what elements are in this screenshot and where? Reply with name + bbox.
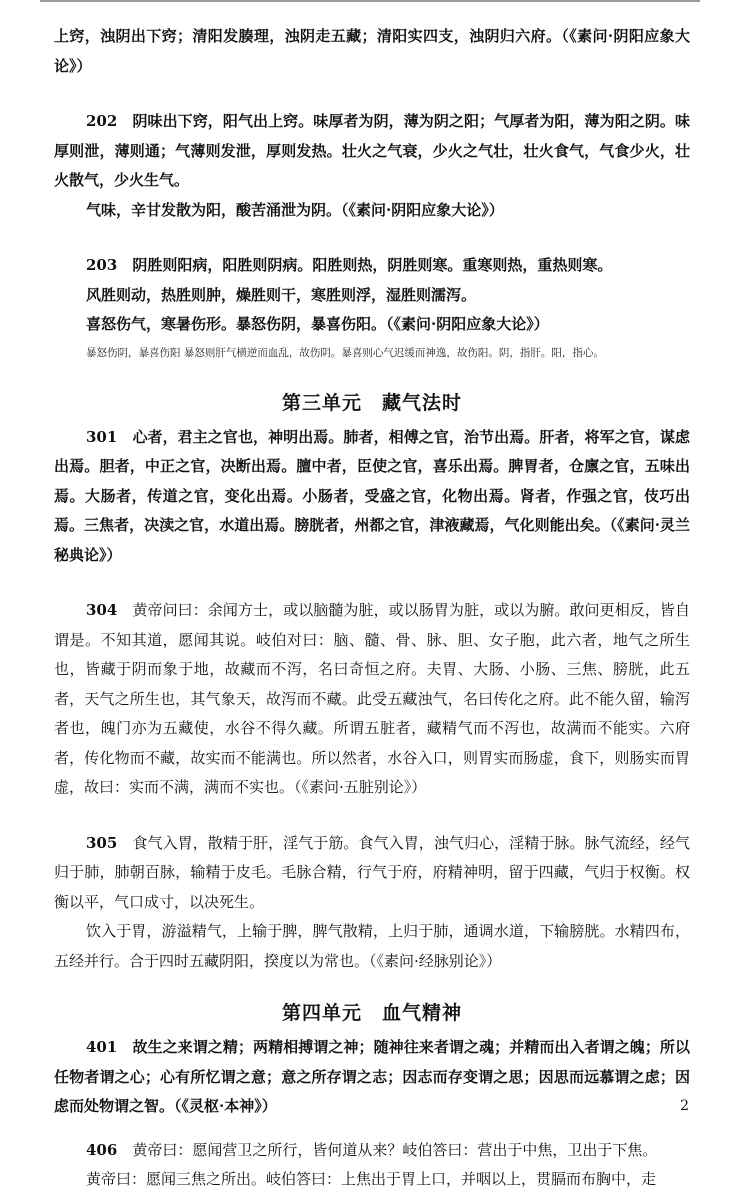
paragraph-number: 304 [86, 601, 118, 619]
paragraph-number: 401 [86, 1038, 118, 1056]
paragraph-text: 阴胜则阳病，阳胜则阴病。阳胜则热，阴胜则寒。重寒则热，重热则寒。 [132, 256, 613, 274]
paragraph-401 [54, 1033, 690, 1122]
paragraph-text: 食气入胃，散精于肝，淫气于筋。食气入胃，浊气归心，淫精于脉。脉气流经，经气归于肺，肺朝百脉，输精于皮毛。毛脉合精，行气于府，府精神明，留于四藏，气归于权衡。权衡以平，气口成寸，以决死生。 [54, 833, 690, 911]
top-rule [40, 0, 700, 2]
paragraph-number: 203 [86, 256, 118, 274]
paragraph-202 [54, 107, 690, 196]
document-page [54, 22, 690, 1195]
paragraph-number: 301 [86, 427, 118, 446]
paragraph-406-line2: 黄帝曰：愿闻三焦之所出。岐伯答曰：上焦出于胃上口，并咽以上，贯膈而布胸中，走 [86, 1170, 657, 1188]
unit-title-4: 第四单元 血气精神 [281, 1002, 462, 1024]
paragraph-text: 故生之来谓之精；两精相搏谓之神；随神往来者谓之魂；并精而出入者谓之魄；所以任物者谓之心；心有所忆谓之意；意之所存谓之志；因志而存变谓之思；因思而远慕谓之虑；因虑而处物谓之智。（《灵枢·本神》） [54, 1038, 690, 1115]
unit-title-3: 第三单元 藏气法时 [281, 391, 462, 414]
intro-paragraph: 上窍，浊阴出下窍；清阳发腠理，浊阴走五藏；清阳实四支，浊阴归六府。（《素问·阴阳应象大论》） [54, 27, 690, 75]
paragraph-305-line2: 饮入于胃，游溢精气，上输于脾，脾气散精，上归于肺，通调水道，下输膀胱。水精四布，五经并行。合于四时五藏阴阳，揆度以为常也。（《素问·经脉别论》） [54, 922, 690, 970]
annotation-note: 暴怒伤阴，暴喜伤阳 暴怒则肝气横逆而血乱，故伤阴。暴喜则心气迟缓而神逸，故伤阳。阴，指肝。阳，指心。 [86, 346, 604, 359]
paragraph-304 [54, 596, 690, 803]
paragraph-406 [54, 1136, 690, 1166]
paragraph-202-line2: 气味，辛甘发散为阳，酸苦涌泄为阴。（《素问·阴阳应象大论》） [86, 200, 504, 219]
paragraph-text: 阴味出下窍，阳气出上窍。味厚者为阴，薄为阴之阳；气厚者为阳，薄为阳之阴。味厚则泄，薄则通；气薄则发泄，厚则发热。壮火之气衰，少火之气壮，壮火食气，气食少火，壮火散气，少火生气。 [54, 112, 690, 189]
paragraph-number: 202 [86, 112, 118, 130]
paragraph-text: 黄帝曰：愿闻营卫之所行，皆何道从来？岐伯答曰：营出于中焦，卫出于下焦。 [132, 1140, 658, 1159]
paragraph-text: 黄帝问曰：余闻方士，或以脑髓为脏，或以肠胃为脏，或以为腑。敢问更相反，皆自谓是。不知其道，愿闻其说。岐伯对曰：脑、髓、骨、脉、胆、女子胞，此六者，地气之所生也，皆藏于阴而象于地，故藏而不泻，名曰奇恒之府。夫胃、大肠、小肠、三焦、膀胱，此五者，天气之所生也，其气象天，故泻而不藏。此受五藏浊气，名曰传化之府。此不能久留，输泻者也，魄门亦为五藏使，水谷不得久藏。所谓五脏者，藏精气而不泻也，故满而不能实。六府者，传化物而不藏，故实而不能满也。所以然者，水谷入口，则胃实而肠虚，食下，则肠实而胃虚，故曰：实而不满，满而不实也。（《素问·五脏别论》） [54, 601, 690, 796]
paragraph-number: 305 [86, 833, 118, 852]
paragraph-number: 406 [86, 1140, 118, 1159]
page-number: 2 [680, 1098, 689, 1114]
paragraph-203-line2: 风胜则动，热胜则肿，燥胜则干，寒胜则浮，湿胜则濡泻。 [86, 285, 477, 304]
paragraph-305 [54, 829, 690, 918]
paragraph-text: 心者，君主之官也，神明出焉。肺者，相傅之官，治节出焉。肝者，将军之官，谋虑出焉。胆者，中正之官，决断出焉。膻中者，臣使之官，喜乐出焉。脾胃者，仓廪之官，五味出焉。大肠者，传道之官，变化出焉。小肠者，受盛之官，化物出焉。肾者，作强之官，伎巧出焉。三焦者，决渎之官，水道出焉。膀胱者，州都之官，津液藏焉，气化则能出矣。（《素问·灵兰秘典论》） [54, 427, 690, 564]
paragraph-301 [54, 423, 690, 571]
paragraph-203-line3: 喜怒伤气，寒暑伤形。暴怒伤阴，暴喜伤阳。（《素问·阴阳应象大论》） [86, 315, 549, 333]
paragraph-203 [54, 251, 690, 281]
